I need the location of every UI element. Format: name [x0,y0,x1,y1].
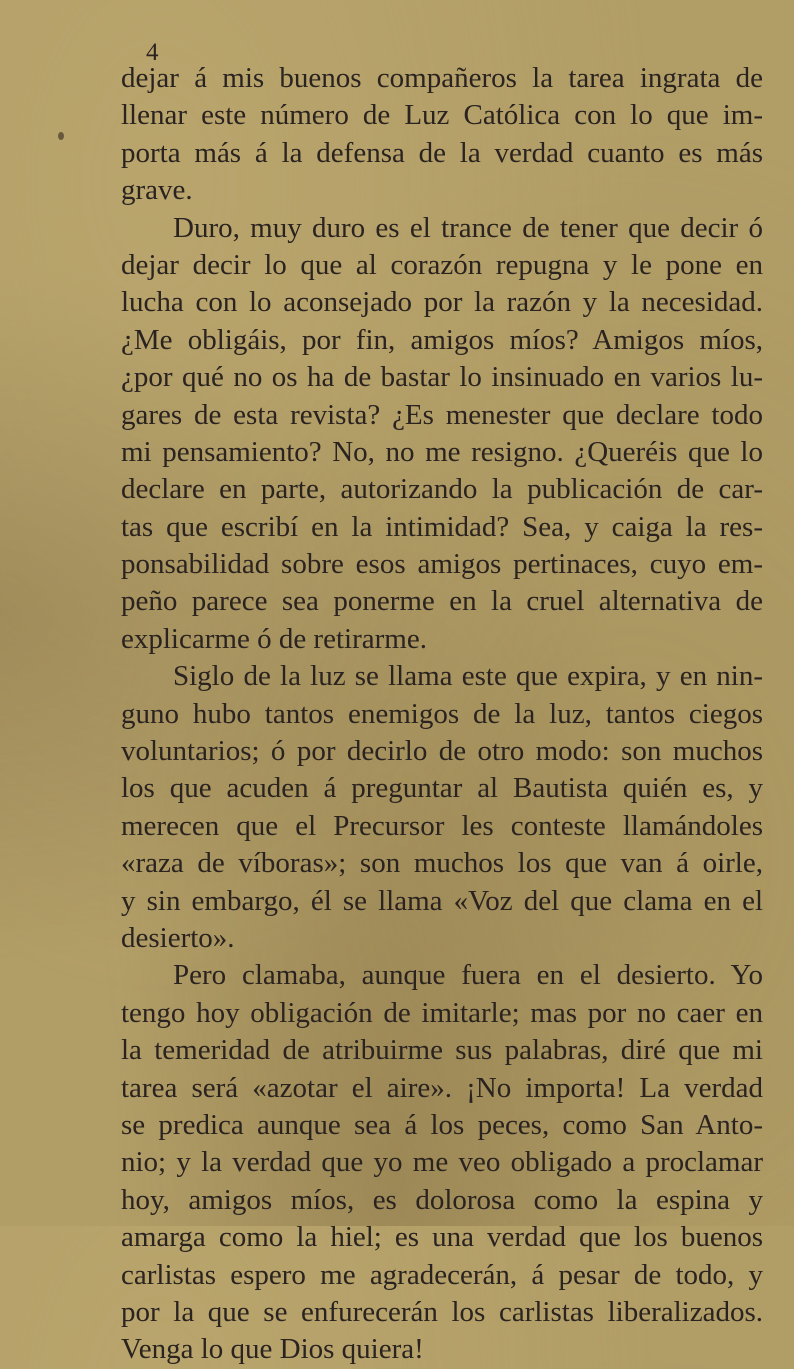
text-line: amarga como la hiel; es una verdad que los buenos [121,1221,763,1254]
page-number: 4 [146,39,159,66]
text-line: ¿Me obligáis, por fin, amigos míos? Amigos míos, [121,323,763,356]
text-line: Siglo de la luz se llama este que expira, y en nin- [173,660,763,693]
ink-blot [58,132,64,140]
text-line: hoy, amigos míos, es dolorosa como la espina y [121,1183,763,1216]
text-line: Duro, muy duro es el trance de tener que decir ó [173,211,763,244]
text-line: grave. [121,174,193,207]
text-line: la temeridad de atribuirme sus palabras, diré que mi [121,1034,763,1067]
text-line: desierto». [121,921,235,954]
text-line: guno hubo tantos enemigos de la luz, tantos ciegos [121,697,763,730]
text-line: merecen que el Precursor les conteste llamándoles [121,809,763,842]
text-line: por la que se enfurecerán los carlistas liberalizados. [121,1295,763,1328]
text-line: ponsabilidad sobre esos amigos pertinaces, cuyo em- [121,548,763,581]
text-line: peño parece sea ponerme en la cruel alternativa de [121,585,763,618]
text-line: tarea será «azotar el aire». ¡No importa! La verdad [121,1071,763,1104]
paragraph [121,957,763,1368]
text-line: llenar este número de Luz Católica con lo que im- [121,99,763,132]
text-line: los que acuden á preguntar al Bautista quién es, y [121,772,763,805]
text-line: dejar decir lo que al corazón repugna y le pone en [121,248,763,281]
text-line: explicarme ó de retirarme. [121,622,427,655]
text-line: tas que escribí en la intimidad? Sea, y caiga la res- [121,510,763,543]
text-line: ¿por qué no os ha de bastar lo insinuado en varios lu- [121,361,763,394]
paragraph [121,658,763,957]
text-line: declare en parte, autorizando la publicación de car- [121,473,763,506]
text-line: gares de esta revista? ¿Es menester que declare todo [121,398,763,431]
paragraph [121,60,763,210]
text-line: Venga lo que Dios quiera! [121,1333,424,1366]
paragraph [121,210,763,659]
text-line: Pero clamaba, aunque fuera en el desierto. Yo [173,959,763,992]
text-line: nio; y la verdad que yo me veo obligado a proclamar [121,1146,763,1179]
text-line: porta más á la defensa de la verdad cuanto es más [121,136,763,169]
text-line: se predica aunque sea á los peces, como San Anto- [121,1108,763,1141]
text-line: carlistas espero me agradecerán, á pesar de todo, y [121,1258,763,1291]
text-column [121,60,763,1369]
text-line: «raza de víboras»; son muchos los que van á oirle, [121,847,763,880]
text-line: lucha con lo aconsejado por la razón y la necesidad. [121,286,763,319]
text-line: dejar á mis buenos compañeros la tarea ingrata de [121,62,763,94]
text-line: y sin embargo, él se llama «Voz del que clama en el [121,884,763,917]
text-line: voluntarios; ó por decirlo de otro modo: son muchos [121,735,763,768]
text-line: tengo hoy obligación de imitarle; mas por no caer en [121,996,763,1029]
text-line: mi pensamiento? No, no me resigno. ¿Queréis que lo [121,435,763,468]
